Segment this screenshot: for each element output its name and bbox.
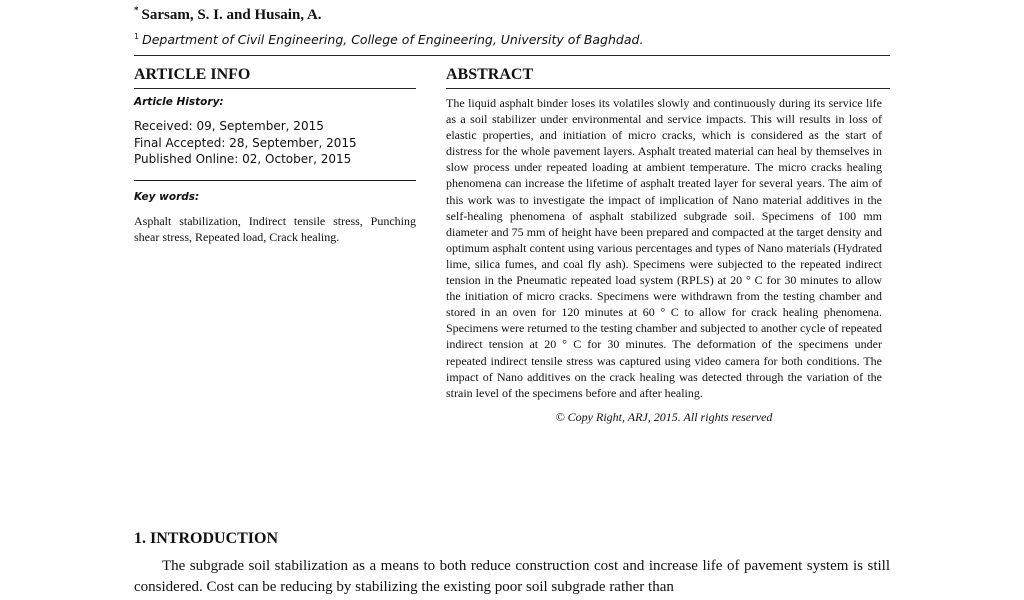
author-names: Sarsam, S. I. and Husain, A. <box>141 7 322 23</box>
article-history-label: Article History: <box>134 96 224 108</box>
introduction-text: The subgrade soil stabilization as a means to both reduce construction cost and increase life of pavement system is still considered. Cost can be reducing by stabilizing the existing poor soil subgrade rather than <box>134 558 890 595</box>
received-date: Received: 09, September, 2015 <box>134 119 324 133</box>
published-date: Published Online: 02, October, 2015 <box>134 152 352 166</box>
article-info-heading: ARTICLE INFO <box>134 66 251 83</box>
keywords-label: Key words: <box>134 190 200 203</box>
affiliation-text: Department of Civil Engineering, College of Engineering, University of Baghdad. <box>142 32 644 47</box>
author-line <box>134 0 322 25</box>
keywords-rule <box>134 180 416 181</box>
article-dates <box>134 118 416 168</box>
abstract-column <box>446 64 882 425</box>
affiliation <box>134 28 643 49</box>
accepted-date: Final Accepted: 28, September, 2015 <box>134 135 357 150</box>
abstract-rule <box>446 88 890 89</box>
abstract-text: The liquid asphalt binder loses its volatiles slowly and continuously during its service life as a soil stabilizer under environmental and service impacts. This will results in loss of elastic properties, and initiation of micro cracks, which is considered as the start of distress for the whole pavement layers. Asphalt treated material can heal by themselves in slow process under repeated loading at ambient temperature. The micro cracks healing phenomena can increase the lifetime of asphalt treated layer for several years. The aim of this work was to investigate the impact of implication of Nano material additives in the self-healing phenomena of asphalt stabilized subgrade soil. Specimens of 100 mm diameter and 75 mm of height have been prepared and compacted at the target density and optimum asphalt content using various percentages and types of Nano materials (Hydrated lime, silica fumes, and coal fly ash). Specimens were subjected to the repeated indirect tension in the Pneumatic repeated load system (RPLS) at 20 ° C for 30 minutes to allow the initiation of micro cracks. Specimens were withdrawn from the testing chamber and stored in an oven for 120 minutes at 60 ° C to allow for crack healing phenomena. Specimens were returned to the testing chamber and subjected to another cycle of repeated indirect tension at 20 ° C for 30 minutes. The deformation of the specimens under repeated indirect tensile stress was captured using video camera for both conditions. The impact of Nano additives on the crack healing was detected through the variation of the strain level of the specimens before and after healing. <box>446 96 882 400</box>
article-info-rule <box>134 88 416 89</box>
author-marker: * <box>134 5 139 15</box>
keywords-text: Asphalt stabilization, Indirect tensile stress, Punching shear stress, Repeated load, Crack healing. <box>134 213 416 244</box>
header-rule <box>134 55 890 56</box>
copyright-notice: © Copy Right, ARJ, 2015. All rights reserved <box>555 409 773 424</box>
abstract-heading: ABSTRACT <box>446 66 534 83</box>
affiliation-marker: 1 <box>134 32 140 41</box>
article-info-column <box>134 64 416 245</box>
introduction-heading: 1. INTRODUCTION <box>134 530 279 547</box>
